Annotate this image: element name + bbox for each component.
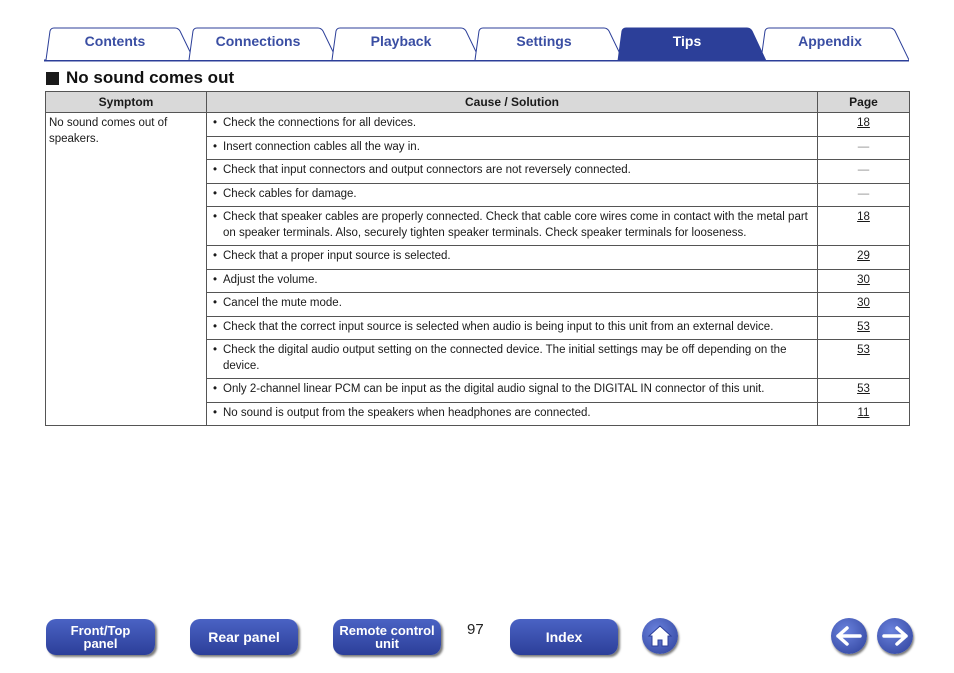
page-none: — — [857, 164, 870, 176]
bullet-icon: • — [213, 140, 218, 153]
tab-connections[interactable]: Connections — [215, 33, 301, 49]
bullet-icon: • — [213, 383, 218, 395]
cause-text: Check that a proper input source is selected. — [223, 250, 451, 262]
page-link[interactable]: 53 — [857, 344, 870, 356]
cause-cell — [207, 113, 818, 137]
cause-cell — [207, 316, 818, 340]
front-top-label-line1: Front/Top — [70, 623, 131, 638]
table-header-row — [46, 92, 910, 113]
bullet-icon: • — [213, 211, 218, 223]
arrow-right-icon — [881, 625, 909, 647]
home-button[interactable] — [642, 618, 678, 654]
cause-text: Cancel the mute mode. — [223, 297, 342, 309]
bullet-icon: • — [213, 297, 218, 309]
home-icon — [647, 624, 673, 648]
page-cell — [818, 316, 910, 340]
page-link[interactable]: 18 — [857, 117, 870, 129]
cause-text: Insert connection cables all the way in. — [223, 140, 420, 153]
cause-cell — [207, 160, 818, 184]
cause-text: Check that input connectors and output connectors are not reversely connected. — [223, 164, 631, 176]
tab-appendix[interactable]: Appendix — [798, 33, 862, 49]
tab-playback[interactable]: Playback — [370, 33, 432, 49]
page-cell — [818, 402, 910, 426]
cause-cell — [207, 246, 818, 270]
page-cell — [818, 293, 910, 317]
table-body — [46, 113, 910, 426]
cause-text: Check the digital audio output setting on the connected device. The initial settings may be off depending on the device. — [223, 344, 787, 372]
cause-text: Only 2-channel linear PCM can be input as the digital audio signal to the DIGITAL IN connector of this unit. — [223, 383, 765, 395]
cause-cell — [207, 379, 818, 403]
page-cell — [818, 246, 910, 270]
remote-label-line1: Remote control — [339, 623, 435, 638]
cause-cell — [207, 293, 818, 317]
bullet-icon: • — [213, 164, 218, 176]
page-number: 97 — [467, 621, 484, 638]
header-cause: Cause / Solution — [207, 92, 818, 113]
cause-cell — [207, 340, 818, 379]
page-cell — [818, 160, 910, 184]
arrow-left-icon — [835, 625, 863, 647]
cause-text: Check cables for damage. — [223, 187, 357, 200]
page-cell — [818, 340, 910, 379]
page-link[interactable]: 30 — [857, 273, 870, 286]
cause-cell — [207, 136, 818, 160]
page-cell — [818, 379, 910, 403]
cause-cell — [207, 269, 818, 293]
page-link[interactable]: 29 — [857, 250, 870, 262]
bullet-icon: • — [213, 273, 218, 286]
bullet-icon: • — [213, 187, 218, 200]
section-title: No sound comes out — [66, 68, 235, 87]
page-cell — [818, 183, 910, 207]
symptom-cell: No sound comes out of speakers. — [46, 113, 207, 426]
page-link[interactable]: 11 — [857, 406, 870, 419]
header-symptom: Symptom — [46, 92, 207, 113]
page-cell — [818, 136, 910, 160]
bullet-icon: • — [213, 344, 218, 356]
tab-settings[interactable]: Settings — [516, 33, 572, 49]
cause-text: No sound is output from the speakers when headphones are connected. — [223, 406, 591, 419]
bullet-icon: • — [213, 117, 218, 129]
bullet-icon: • — [213, 406, 218, 419]
remote-control-unit-button[interactable] — [333, 619, 441, 655]
cause-text: Check the connections for all devices. — [223, 117, 417, 129]
page-link[interactable]: 18 — [857, 211, 870, 223]
page-cell — [818, 113, 910, 137]
page-link[interactable]: 53 — [857, 383, 870, 395]
cause-cell — [207, 207, 818, 246]
index-label: Index — [545, 628, 583, 645]
square-bullet-icon — [46, 72, 59, 85]
front-top-label-line2: panel — [83, 636, 118, 651]
tab-contents[interactable]: Contents — [84, 33, 146, 49]
cause-cell — [207, 183, 818, 207]
header-page: Page — [818, 92, 910, 113]
page-link[interactable]: 53 — [857, 320, 870, 333]
cause-text: Adjust the volume. — [223, 273, 318, 286]
cause-text: Check that speaker cables are properly connected. Check that cable core wires come in contact with the metal part on speaker terminals. Also, securely tighten speaker terminals. Check speaker terminals for looseness. — [223, 211, 808, 239]
remote-label-line2: unit — [375, 636, 399, 651]
front-top-panel-button[interactable] — [46, 619, 155, 655]
page-cell — [818, 207, 910, 246]
section-heading — [46, 68, 234, 88]
tab-bar — [44, 27, 909, 62]
back-button[interactable] — [831, 618, 867, 654]
bullet-icon: • — [213, 320, 218, 333]
page-link[interactable]: 30 — [857, 297, 870, 309]
page-none: — — [857, 140, 870, 153]
page-none: — — [857, 187, 870, 200]
table-row — [46, 113, 910, 137]
tab-tips[interactable]: Tips — [672, 33, 702, 49]
forward-button[interactable] — [877, 618, 913, 654]
rear-panel-button[interactable] — [190, 619, 298, 655]
bullet-icon: • — [213, 250, 218, 262]
troubleshooting-table — [45, 91, 910, 426]
page-cell — [818, 269, 910, 293]
index-button[interactable] — [510, 619, 618, 655]
cause-cell — [207, 402, 818, 426]
rear-panel-label: Rear panel — [208, 628, 280, 645]
cause-text: Check that the correct input source is selected when audio is being input to this unit from an external device. — [223, 320, 774, 333]
